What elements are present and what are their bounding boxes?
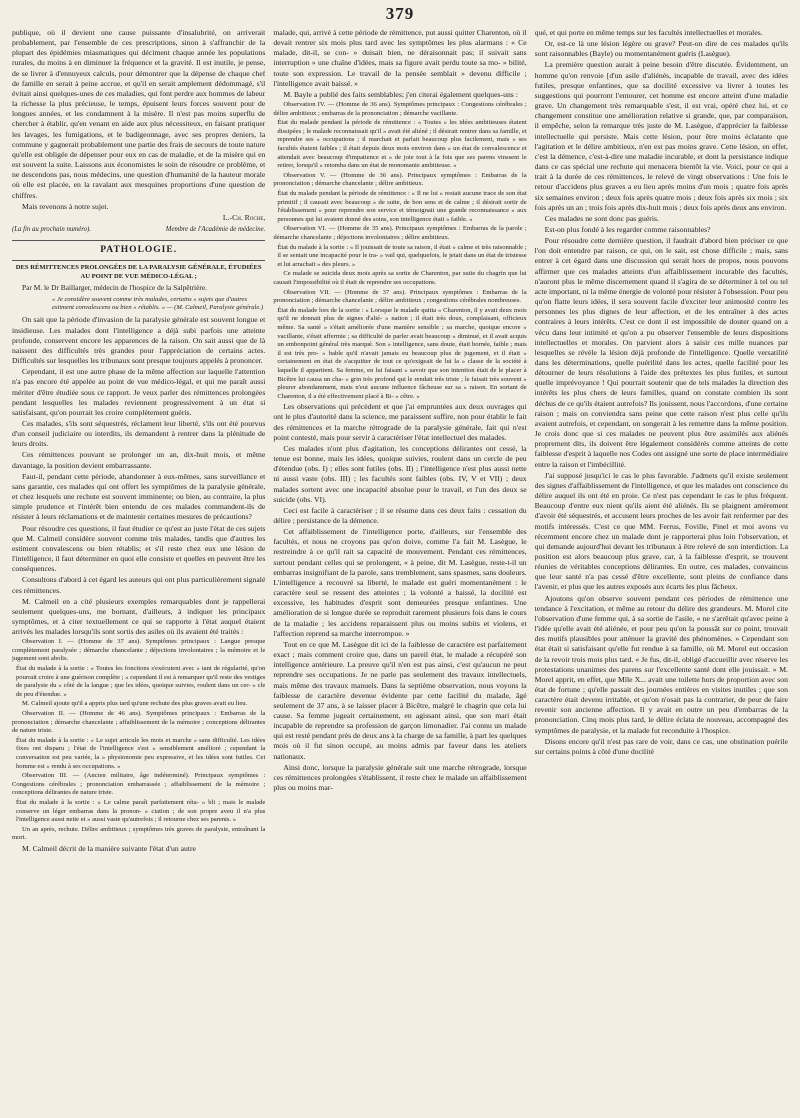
paragraph: Ainsi donc, lorsque la paralysie générale suit une marche rétrograde, lorsque ces rémittences prolongées s'établissent, il reste chez le malade un affaiblissement plus ou moins mar- xyxy=(273,762,527,793)
divider xyxy=(12,260,265,261)
byline: Par M. le Dr Baillarger, médecin de l'hospice de la Salpêtrière. xyxy=(22,283,207,293)
observation-quote: État du malade pendant la période de rémittence : « Toutes » les idées ambitieuses étaient dissipées ; le malade reconnaissait qu'il » avait été aliéné ; il désirait rentrer dans sa famille, et reprendre ses » occupations ; il marchait et parlait beaucoup plus facilement, mais » ses facultés étaient faibles ; il était depuis deux mois environ dans » un état de convalescence et attendait avec beaucoup d'impatience et » de joie tout à la fois que ses parens vinssent le retirer, lorsqu'il » retomba dans un état de monomanie ambitieuse. » xyxy=(277,119,527,170)
paragraph: M. Calmeil en a cité plusieurs exemples remarquables dont je rappellerai seulement quelques-uns, me bornant, d'ailleurs, à indiquer les principaux symptômes, et à citer textuellement ce qui se rapporte à l'état auquel étaient arrivés les malades lorsqu'ils sont sortis des asiles où ils avaient été traités : xyxy=(12,596,266,637)
paragraph: Mais revenons à notre sujet. xyxy=(22,201,109,211)
observation-quote: État du malade pendant la période de rémittence : « Il ne lui » restait aucune trace de son état primitif ; il causait avec beaucoup » de suite, de bon sens et de calme ; il désirait sortir de l'établissement » pour reprendre son service et témoignait une grande reconnaissance » aux personnes qui lui avaient donné des soins, son intelligence était » faible. » xyxy=(277,190,527,223)
observation-note: M. Calmeil ajoute qu'il a appris plus tard qu'une rechute des plus graves avait eu lieu. xyxy=(22,700,248,708)
paragraph: J'ai supposé jusqu'ici le cas le plus favorable. J'admets qu'il existe seulement des signes d'affaiblissement de l'intelligence, et que les malades ont conscience du délire auquel ils ont été en proie. Ce n'est pas cependant le cas le plus fréquent. Beaucoup d'entre eux nient qu'ils aient été aliénés. Ils se plaignent amèrement d'avoir été séquestrés, et accusent leurs proches de les avoir fait renfermer par des motifs intéressés. C'est ce que MM. Ferrus, Foville, Pinel et moi avons vu récemment encore chez un malade dont je rapporterai plus loin l'observation, et qui demande aujourd'hui devant les tribunaux à être relevé de son interdiction. La position est alors beaucoup plus grave, car, à la faiblesse d'esprit, se trouvent réunies de véritables conceptions délirantes. En outre, ces malades, convaincus que leur santé n'a pas cessé d'être excellente, sont pleins de confiance dans l'avenir, et plus que les autres exposés aux écarts les plus fâcheux. xyxy=(534,470,788,592)
paragraph: Faut-il, pendant cette période, abandonner à eux-mêmes, sans surveillance et sans garantie, ces malades qui ont offert les symptômes de la paralysie générale, et chez lesquels une rechute est souvent imminente; ou bien, au contraire, la plus simple prudence et l'intérêt bien entendu de ces malades commandent-ils de résister à leurs réclamations et de maintenir certaines mesures de précautions? xyxy=(12,471,266,522)
paragraph: malade, qui, arrivé à cette période de rémittence, put aussi quitter Charenton, où il devait rentrer six mois plus tard avec les symptômes les plus alarmans : « Ce malade, dit-il, se con- » duisait bien, ne déraisonnait pas; il suivait sans interruption » une chaîne d'idées, mais sa figure avait perdu toute sa mo- » bilité, toute son expression. Le travail de la pensée semblait » devenu difficile ; l'intelligence avait baissé. » xyxy=(273,28,527,88)
paragraph: Ceci est facile à caractériser ; il se résume dans ces deux faits : cessation du délire ; persistance de la démence. xyxy=(273,505,527,525)
paragraph: Or, est-ce là une lésion légère ou grave? Peut-on dire de ces malades qu'ils sont raisonnables (Bayle) ou momentanément guéris (Lasègue). xyxy=(534,39,788,59)
paragraph: Ces malades, s'ils sont séquestrés, réclament leur liberté, s'ils ont été pourvus d'un conseil judiciaire ou interdits, ils demandent à rentrer dans la plénitude de leurs droits. xyxy=(12,419,266,449)
paragraph: Cet affaiblissement de l'intelligence porte, d'ailleurs, sur l'ensemble des facultés, et nous ne croyons pas qu'on doive, comme l'a fait M. Lasègue, le restreindre à ce qu'il rait sa capacité de mouvement. Pendant ces rémittences, surtout pendant celles qui se prolongent, « à peine, dit M. Lasègue, reste-t-il un embarras insignifiant de la parole, sans tremblement, sans spasmes, sans douleurs. L'intelligence a recouvré sa liberté, le malade est guéri momentanément : le caractère seul se ressent des atteintes ; la volonté a baissé, la docilité est excessive, les habitudes d'esprit sont demeurées presque enfantines. Une amélioration de si longue durée se reproduit rarement plusieurs fois dans le cours de la maladie ; les accidens reparaissent plus ou moins subits et violens, et l'affection reprend sa marche interrompue. » xyxy=(273,527,527,638)
paragraph: M. Bayle a publié des faits semblables; j'en citerai également quelques-uns : xyxy=(283,89,518,99)
paragraph: Ces malades n'ont plus d'agitation, les conceptions délirantes ont cessé, la tenue est bonne, mais les idées, quoique suivies, roulent dans un cercle de peu d'étendue (obs. I) ; elles sont futiles (obs. II) ; l'intelligence n'est plus aussi nette ni aussi vaste (obs. III) ; les facultés sont faibles (obs. IV, V et VII) ; deux malades sortent avec une incapacité absolue pour le travail, et l'un des deux se suicide (obs. VI). xyxy=(273,443,527,504)
paragraph: Consultons d'abord à cet égard les auteurs qui ont plus particulièrement signalé ces rémittences. xyxy=(12,575,266,595)
paragraph: Pour résoudre ces questions, il faut étudier ce qu'est au juste l'état de ces sujets que M. Calmeil considère souvent comme très malades, tandis que d'autres les estiment convalescens ou bien rétablis; et s'il reste chez eux une lésion de l'intelligence, il faut déterminer en quoi elle consiste et quelles en peuvent être les conséquences. xyxy=(12,523,266,574)
observation-note: Un an après, rechute. Délire ambitieux ; symptômes très graves de paralysie, entraînant la mort. xyxy=(12,825,266,842)
section-title: PATHOLOGIE. xyxy=(100,245,178,256)
author-signature: L.-Ch. Roche, xyxy=(222,212,266,222)
observation-quote: État du malade à la sortie : « Le sujet articule les mots et marche » sans difficulté. Les idées fixes ont disparu ; l'état de l'intelligence s'est » sensiblement amélioré ; cependant la conversation est peu variée, la » physionomie peu expressive, et les idées sont futiles. Cet homme est » rendu à ses occupations. » xyxy=(16,736,266,770)
observation: Observation IV. — (Homme de 36 ans). Symptômes principaux : Congestions cérébrales ; délire ambitieux ; embarras de la prononciation ; démarche vacillante. xyxy=(273,101,527,117)
signature-notes xyxy=(12,225,265,235)
paragraph: Est-on plus fondé à les regarder comme raisonnables? xyxy=(544,224,711,234)
observation: Observation VI. — (Homme de 35 ans). Principaux symptômes : Embarras de la parole ; démarche chancelante ; déjections involontaires ; délire ambitieux. xyxy=(273,225,527,241)
article-columns xyxy=(12,28,788,1112)
observation: Observation II. — (Homme de 46 ans). Symptômes principaux : Embarras de la prononciation ; démarche chancelante ; affaiblissement de la mémoire ; conceptions délirantes de nature triste. xyxy=(12,710,266,735)
column-right xyxy=(535,28,788,1112)
page-number: 379 xyxy=(385,4,415,23)
paragraph: Disons encore qu'il n'est pas rare de voir, dans ce cas, une obstination puérile sur certains points à côté d'une docilité xyxy=(534,736,788,756)
paragraph: Pour résoudre cette dernière question, il faudrait d'abord bien préciser ce que l'on doit entendre par raison, ce qui, on le sait, est chose difficile ; mais, sans entrer à cet égard dans une discussion qui serait hors de propos, nous pouvons affirmer que ces malades atteints d'un affaiblissement incurable des facultés, n'auront plus le même discernement quand il s'agira de se déterminer à tel ou tel acte important, ni la même énergie de volonté pour résister à l'obsession. Pour peu qu'on flatte leurs idées, il sera souvent facile d'exciter leur animosité contre les personnes les plus dignes de leur affection, et de les entraîner à des actes contraires à leurs intérêts. C'est ce dont il est impossible de douter quand on a vécu dans leur intimité et qu'on a pu observer l'ensemble de leurs dispositions intellectuelles et morales. On parvient alors à saisir ces mille nuances par lesquelles se révèle la lésion déjà profonde de l'intelligence. Quelle versatilité dans les déterminations, quelle puérilité dans les actes, quelle facilité pour les détourner de leurs résolutions à l'aide des prétextes les plus futiles, et surtout quelle imprévoyance ! Qui pourrait soutenir que de tels malades la direction des intérêts les plus chers de leurs familles, quand on constate combien ils sont déchus de ce qu'ils étaient autrefois? Ils jouissent, nous l'accordons, d'une certaine raison ; mais on conviendra sans peine que cette raison n'est plus celle qu'ils avaient autrefois, et cependant, on songerait à les remettre dans la même position. Je crois donc que si ces malades ne peuvent plus être assimilés aux aliénés proprement dits, ils doivent être légalement considérés comme atteints de cette faiblesse d'esprit à laquelle nos Codes ont assigné une sorte de place intermédiaire entre la raison et l'imbécillité. xyxy=(534,236,788,469)
observation: Observation V. — (Homme de 36 ans). Principaux symptômes : Embarras de la prononciation ; démarche chancelante ; délire ambitieux. xyxy=(273,171,527,188)
divider xyxy=(12,240,265,241)
paragraph: M. Calmeil décrit de la manière suivante l'état d'un autre xyxy=(22,843,196,853)
paragraph: Les observations qui précèdent et que j'ai empruntées aux deux ouvrages qui ont le plus d'autorité dans la science, me paraissent suffire, non pour établir le fait des rémittences et la marche rétrograde de la paralysie générale, fait qui n'est point contesté, mais pour servir à caractériser l'état intellectuel des malades. xyxy=(273,402,527,442)
observation-quote: État du malade lors de la sortie : « Lorsque le malade quitta » Charenton, il y avait deux mois qu'il ne donnait plus de signes d'alié- » nation ; il était très doux, complaisant, officieux même. Sa santé » s'était améliorée d'une manière sensible ; sa marche, quoique encore » vacillante, s'était affermie ; sa difficulté de parler avait beaucoup » diminué, et il avait acquis un embonpoint général très marqué. Son » intelligence, sans doute, était bornée, faible ; mais il est très pro- » bable qu'il n'avait jamais eu beaucoup plus de jugement, et il était » certainement en état de s'acquitter de tout ce qu'exigeait de lui la » classe de la société à laquelle il appartient. Sa femme, en lui faisant » savoir que son intention était de le placer à Bicêtre lui causa un cha- » grin très profond qui le rendait très triste ; le faisait très souvent » pleurer abondamment, mais n'eut aucune influence fâcheuse sur sa » raison. En sortant de Charenton, il a été effectivement placé à Bi- » cêtre. » xyxy=(277,306,527,400)
observation-quote: État du malade à la sortie : « Toutes les fonctions s'exécutent avec » tant de régularité, qu'on pourrait croire à une guérison complète ; » cependant il est à remarquer qu'il reste des vestiges de paralysie du » côté de la langue ; que les idées, quoique suivies, roulent dans un cer- » cle de peu d'étendue. » xyxy=(16,665,266,698)
author-title: Membre de l'Académie de médecine. xyxy=(165,225,266,233)
paragraph: Tout en ce que M. Lasègue dit ici de la faiblesse de caractère est parfaitement exact ; mais comment croire que, dans un pareil état, le malade a récupéré son intelligence antérieure. La preuve qu'il n'en est pas ainsi, c'est qu'aucun ne peut reprendre ses occupations. Je ne parle pas seulement des travaux intellectuels, mais même des travaux manuels. Dans la septième observation, nous voyons la faiblesse de caractère devenue évidente par cette facilité du malade, âgé seulement de 37 ans, à se laisser placer à Bicêtre, malgré le chagrin que cela lui cause. Sa femme jugeait certainement, en agissant ainsi, que son mari était incapable de reprendre sa profession de garçon limonadier. J'ai connu un malade qui est resté pendant près de deux ans à la charge de sa famille, à part les quelques mois où il fut sinon occupé, au moins admis par faveur dans les ateliers nationaux. xyxy=(273,639,527,761)
paragraph: On sait que la période d'invasion de la paralysie générale est souvent longue et insidieuse. Les malades dont l'intelligence a déjà subi parfois une atteinte profonde, conservent encore les apparences de la raison. On sait aussi que de là naissent des difficultés très grandes pour l'appréciation de certains actes. Difficultés sur lesquelles les tribunaux sont presque toujours appelés à prononcer. xyxy=(12,315,266,366)
continuation-note: (La fin au prochain numéro). xyxy=(12,225,91,233)
epigraph: « Je considère souvent comme très malades, certains » sujets que d'autres estiment convalescens ou bien » rétablis. » — (M. Calmeil, Paralysie générale.) xyxy=(52,295,264,312)
observation: Observation I. — (Homme de 37 ans). Symptômes principaux : Langue presque complètement paralysée ; démarche chancelante ; déjections involontaires ; la mémoire et le jugement sont abolis. xyxy=(12,638,266,663)
column-left xyxy=(12,28,265,1112)
paragraph: publique, où il devient une cause puissante d'insalubrité, on arriverait probablement, par l'ensemble de ces prescriptions, sinon à s'affranchir de la plupart des épidémies miasmatiques qui déciment chaque année les populations rurales, du moins à en diminuer la fréquence et la gravité. Il est inutile, je pense, de se livrer à d'ennuyeux calculs, pour démontrer que la dépense de chaque chef de famille en serait à peine accrue, et qu'il en serait amplement dédommagé, s'il évitait ainsi quelques-unes de ces maladies, qui font perdre aux hommes de labeur la richesse la plus précieuse, le temps, épuisent leurs forces souvent pour de longues années, et les condamnent à la misère. Il n'est pas moins superflu de chercher à établir, qu'en venant en aide aux plus nécessiteux, en faisant pratiquer les lavages, les fumigations, et le badigeonnage, avec ses propres deniers, la commune y gagnerait probablement une partie des frais de secours de toute nature qu'elle est obligée de dépenser pour eux en cas de maladie, et de la misère qui en est souvent la suite. Laissons aux économistes le soin de résoudre ce problème, et ne descendons pas, nous médecins, une question d'humanité de la hauteur morale où elle est placée, en la ravalant aux mesquines proportions d'une question de chiffres. xyxy=(12,28,266,200)
observation-note: Ce malade se suicida deux mois après sa sortie de Charenton, par suite du chagrin que lui causait l'impossibilité où il était de reprendre ses occupations. xyxy=(273,270,527,286)
paragraph: Cependant, il est une autre phase de la même affection sur laquelle l'attention n'a pas encore été appelée au point de vue médico-légal, et qui me paraît aussi mériter d'être étudiée sous ce rapport. Je veux parler des rémittences prolongées pendant lesquelles les malades reviennent progressivement à un état si satisfaisant, qu'on pourrait les croire complètement guéris. xyxy=(12,367,266,417)
paragraph: Ajoutons qu'on observe souvent pendant ces périodes de rémittence une tendance à l'excitation, et même au retour du délire des grandeurs. M. Morel cite l'observation d'une femme qui, à sa sortie de l'asile, « ne s'arrêtait qu'avec peine à l'idée qu'elle avait été aliénée, et pour peu qu'on la poussât sur ce point, trouvait des motifs plausibles pour atténuer la gravité des phénomènes. » Cependant son état était si satisfaisant qu'elle fut rendue à sa famille, où M. Morel eut occasion de la revoir trois mois plus tard. « Je fus, dit-il, obligé d'accueillir avec réserve les protestations unanimes des parens sur l'excellente santé dont elle jouissait. » M. Morel apprit, en effet, que Mlle X... avait une toilette hors de proportion avec son état de fortune ; qu'elle passait des journées entières en visites inutiles ; que son caractère était devenu irritable, et qu'on n'osait pas la contrarier, de peur de faire revenir son ancienne affection. Il y avait en outre un peu d'embarras de la prononciation. Cinq mois plus tard, le délire éclata de nouveau, accompagné des symptômes de paralysie, et la malade fut reconduite à l'hospice. xyxy=(534,593,788,735)
paragraph: Ces malades ne sont donc pas guéris. xyxy=(544,213,659,223)
paragraph: La première question aurait à peine besoin d'être discutée. Évidemment, un homme qu'on renvoie [d'un asile d'aliénés, incapable de travail, avec des idées futiles, presque enfantines, que sa docilité excessive va livrer à toutes les suggestions qui pourront l'entourer, cet homme est encore atteint d'une maladie grave. Un changement très remarquable s'est, il est vrai, opéré chez lui, et ce changement constitue une amélioration relative si grande, que, par comparaison, il empêche, selon la remarque très juste de M. Lasègue, d'apprécier la faiblesse intellectuelle qui persiste. Mais cette lésion, pour être moins éclatante que l'agitation et le délire ambitieux, n'en est pas moins grave. Cette lésion, en effet, c'est la démence, c'est-à-dire une maladie incurable, et dont la persistance indique dans ce cas spécial une rechute qui menacera bientôt la vie. Voici, pour ce qui a trait à la durée de ces rémittences, le relevé de vingt observations : Une fois le retour d'accidens plus graves a eu lieu après moins d'un mois ; quatre fois après six semaines environ ; deux fois après quatre mois ; deux fois après six mois ; six fois après un an ; trois fois après dix-huit mois ; deux fois après deux ans environ. xyxy=(534,60,788,212)
observation: Observation III. — (Ancien militaire, âge indéterminé). Principaux symptômes : Congestions cérébrales ; prononciation embarrassée ; affaiblissement de la mémoire ; conceptions délirantes de nature triste. xyxy=(12,772,266,797)
column-middle xyxy=(273,28,526,1112)
paragraph: qué, et qui porte en même temps sur les facultés intellectuelles et morales. xyxy=(534,28,763,37)
observation: Observation VII. — (Homme de 37 ans). Principaux symptômes : Embarras de la prononciation ; démarche chancelante ; délire ambitieux ; congestions cérébrales nombreuses. xyxy=(273,288,527,305)
article-heading: DES RÉMITTENCES PROLONGÉES DE LA PARALYSIE GÉNÉRALE, ÉTUDIÉES AU POINT DE VUE MÉDICO-LÉGAL ; xyxy=(15,264,262,280)
paragraph: Ces rémittences pouvant se prolonger un an, dix-huit mois, et même davantage, la position devient embarrassante. xyxy=(12,450,266,470)
observation-quote: État du malade à la sortie : « Le calme paraît parfaitement réta- » bli ; mais le malade conserve un léger embarras dans la pronon- » ciation ; de son propre aveu il n'a plus l'intelligence aussi nette et » aussi vaste qu'autrefois ; il retourne chez ses parents. » xyxy=(16,798,266,824)
observation-quote: État du malade à la sortie : « Il jouissait de toute sa raison, il était » calme et très raisonnable ; il se sentait une incapacité pour le tra- » vail qui, quelquefois, le jetait dans un état de tristesse et lui arrachait » des pleurs. » xyxy=(277,243,527,268)
